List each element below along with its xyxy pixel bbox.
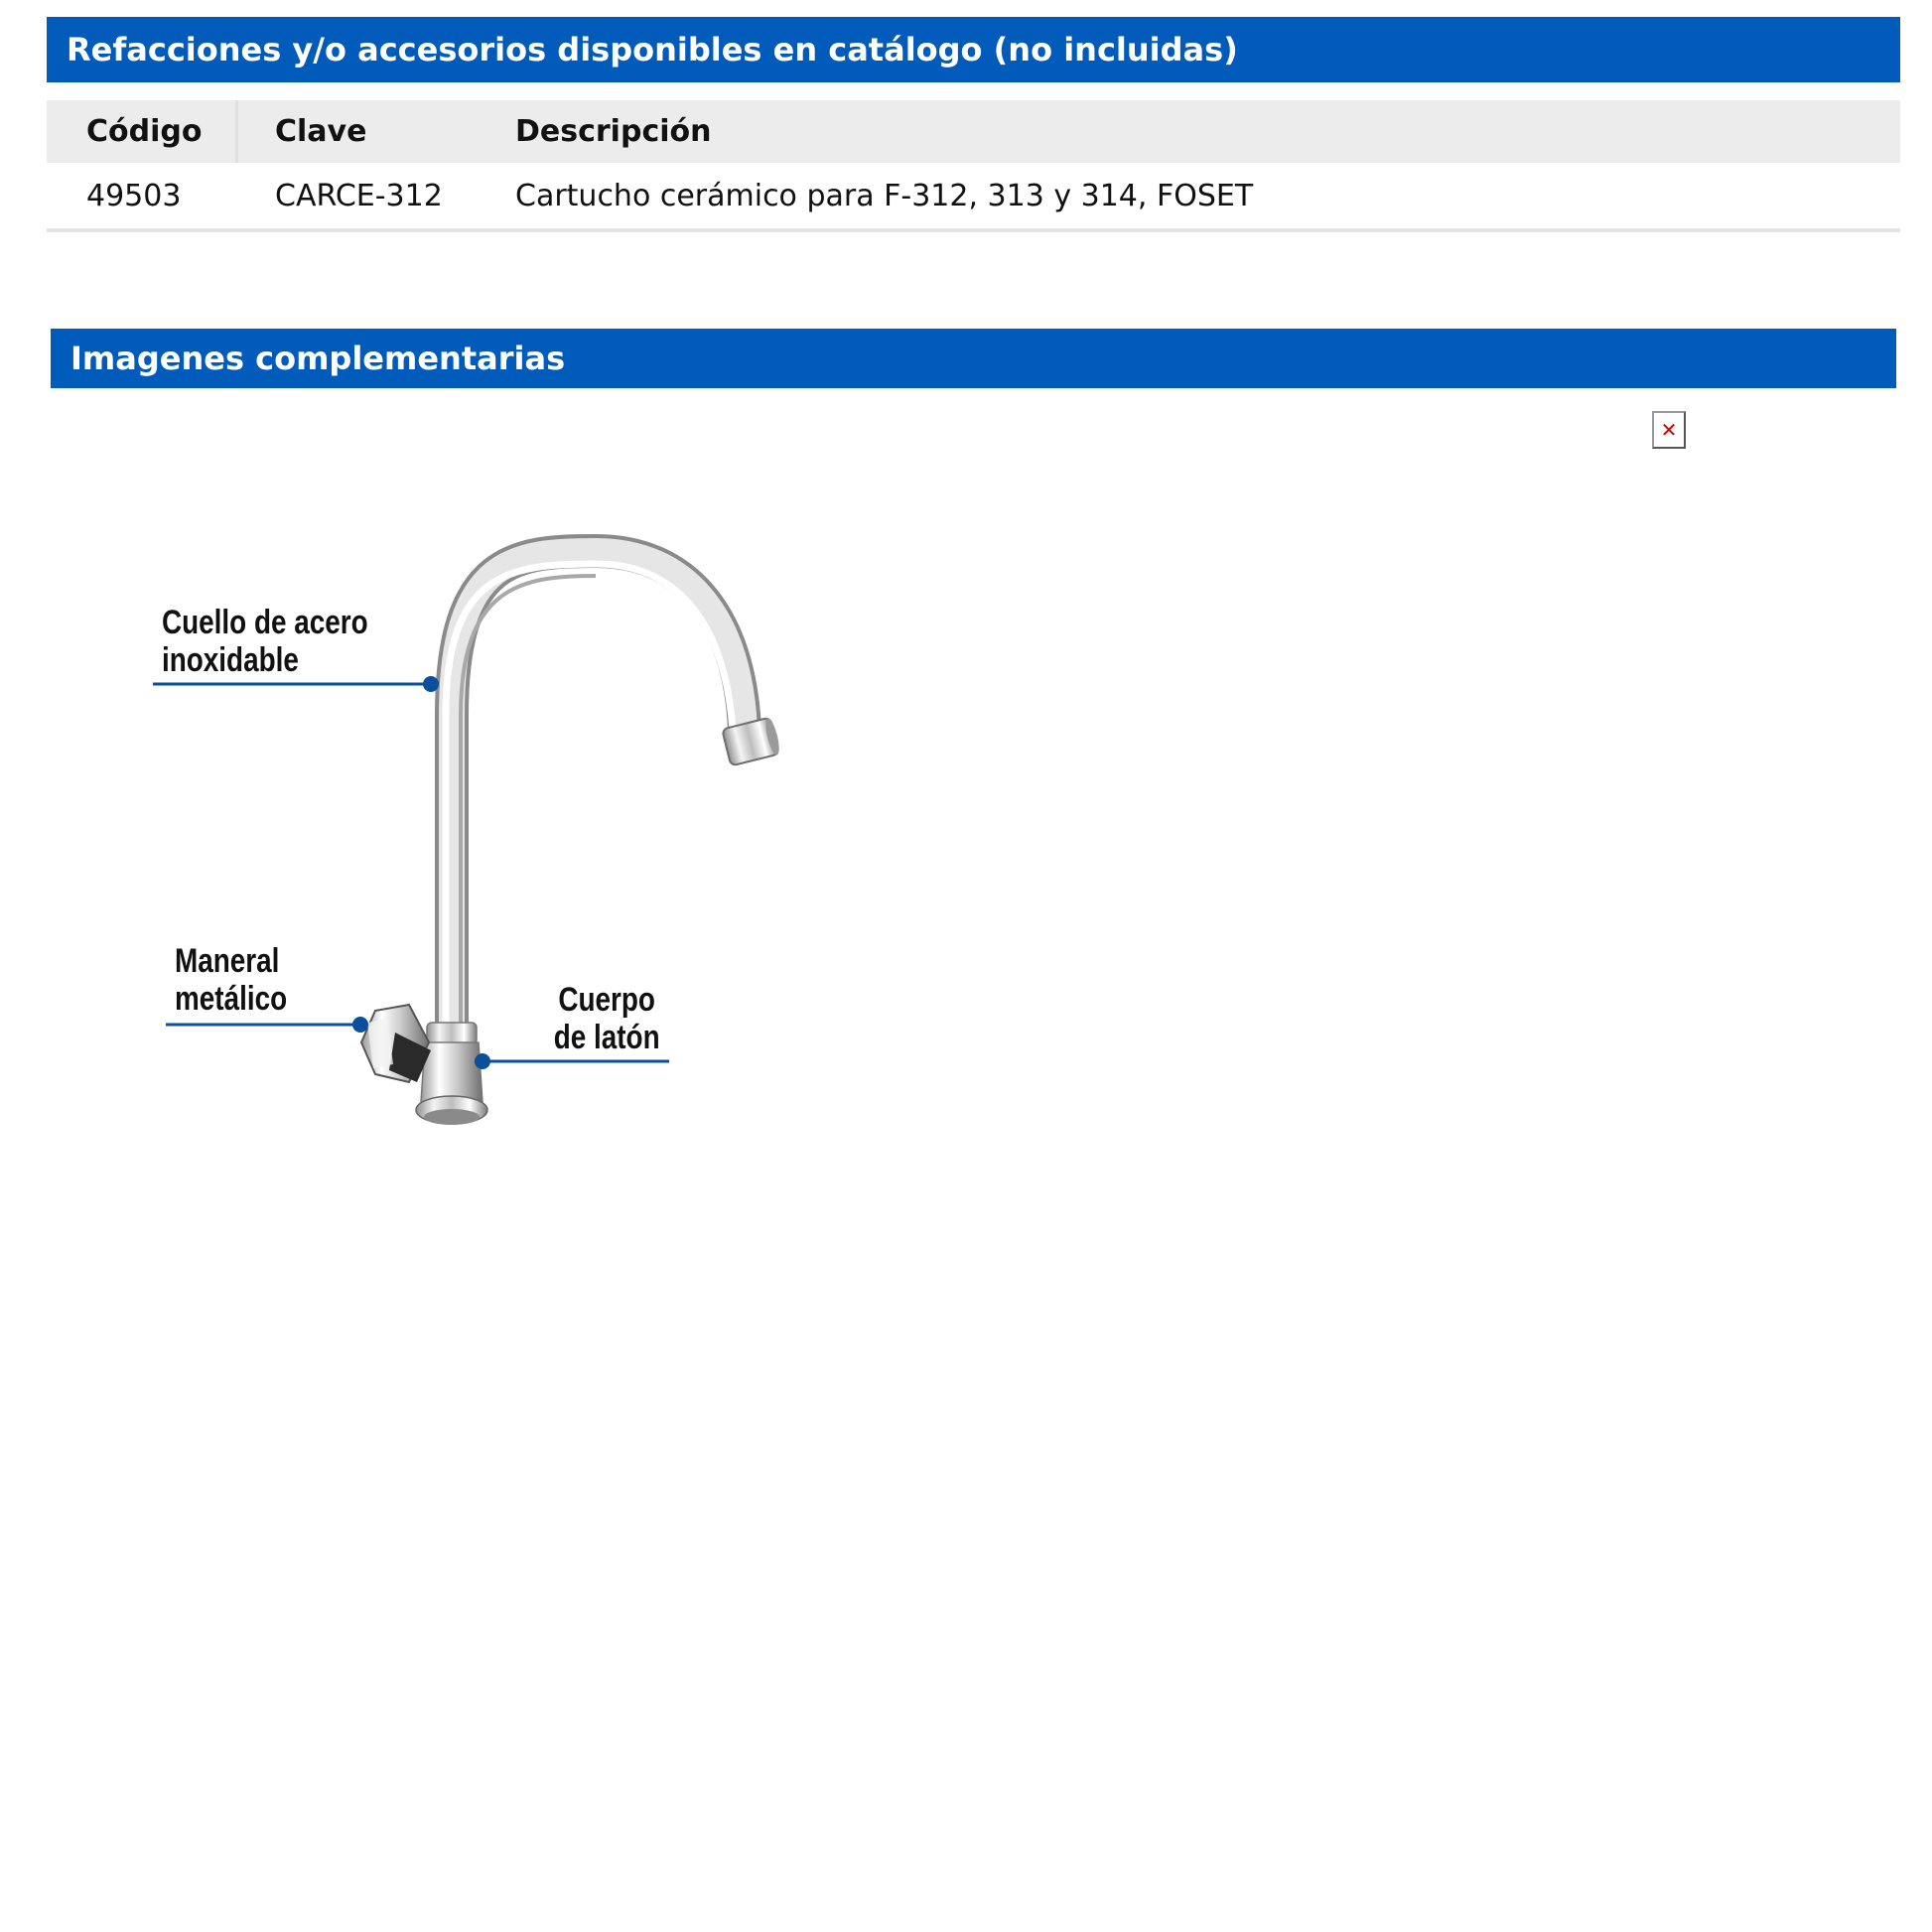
header-key: Clave — [275, 114, 367, 149]
callout-handle-line2: metálico — [175, 980, 288, 1018]
broken-image-icon: ✕ — [1652, 411, 1686, 449]
callout-handle — [175, 942, 287, 1018]
faucet-handle — [361, 1005, 431, 1082]
callout-body-line1: Cuerpo — [558, 981, 655, 1019]
callout-neck-line1: Cuello de acero — [162, 604, 368, 641]
faucet-neck — [446, 551, 745, 1037]
cell-description: Cartucho cerámico para F-312, 313 y 314, FOSET — [515, 178, 1254, 213]
callout-neck-line2: inoxidable — [162, 641, 299, 679]
callout-body-line2: de latón — [553, 1019, 660, 1056]
cell-code: 49503 — [86, 178, 182, 213]
header-code: Código — [86, 114, 203, 149]
callout-handle-line1: Maneral — [175, 942, 280, 980]
spares-section-title: Refacciones y/o accesorios disponibles en catálogo (no incluidas) — [67, 31, 1238, 69]
header-description: Descripción — [515, 114, 712, 149]
cell-key: CARCE-312 — [275, 178, 443, 213]
callout-body — [554, 981, 660, 1056]
images-section-title: Imagenes complementarias — [70, 340, 566, 377]
callout-neck — [162, 604, 368, 679]
